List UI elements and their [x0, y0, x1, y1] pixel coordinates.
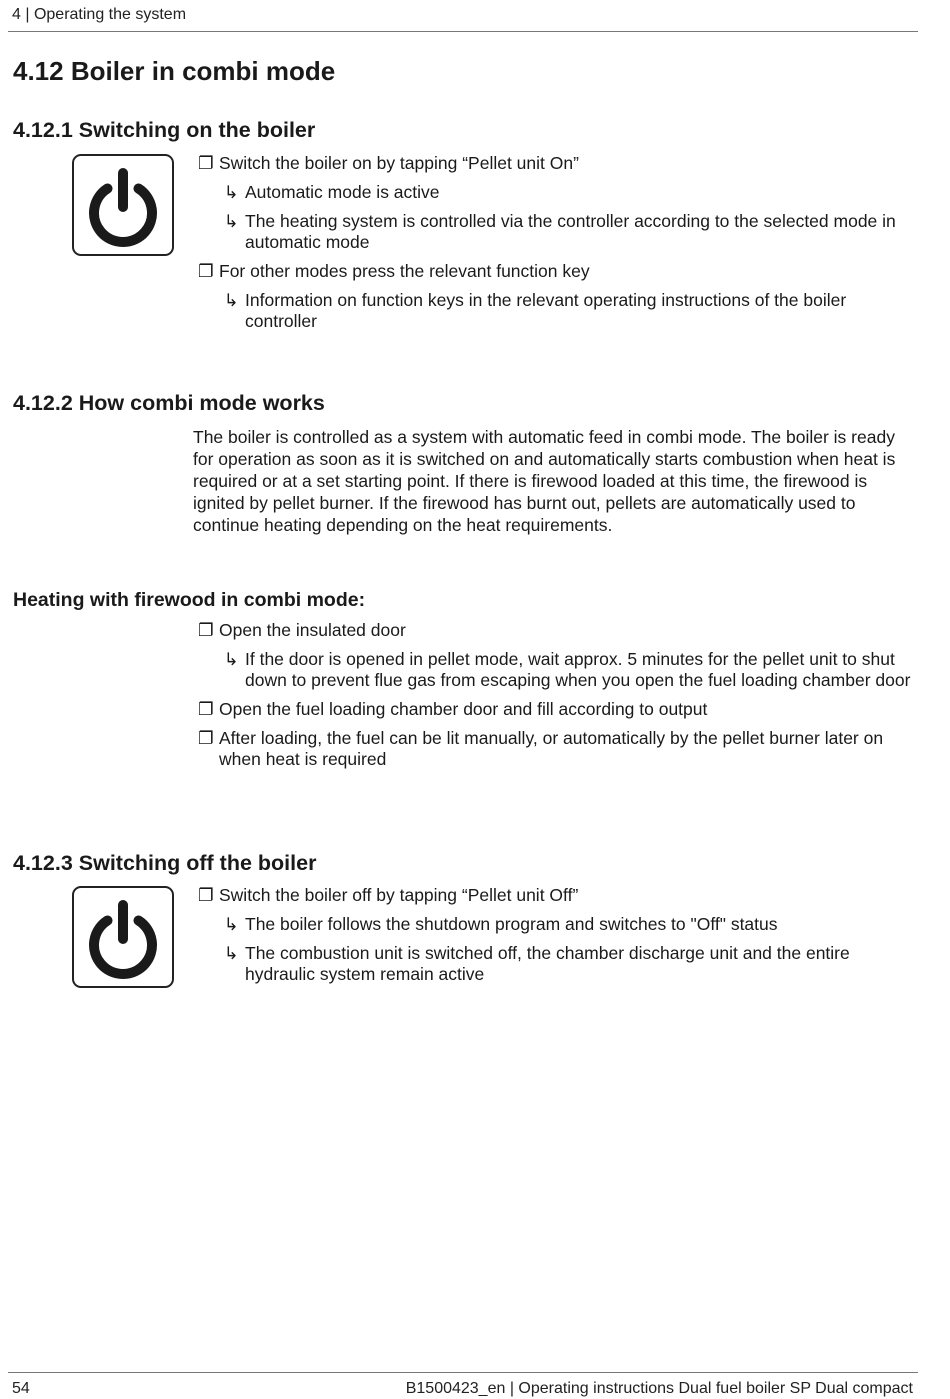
subheading-firewood: Heating with firewood in combi mode: — [13, 589, 366, 611]
instruction-text: After loading, the fuel can be lit manually, or automatically by the pellet burner later on when heat is required — [219, 728, 884, 769]
instruction-step — [198, 699, 913, 720]
firewood-instructions — [198, 620, 913, 778]
step-box-icon: ❐ — [198, 153, 214, 173]
section-heading-combi-mode: 4.12.2 How combi mode works — [13, 391, 325, 415]
step-box-icon: ❐ — [198, 699, 214, 719]
result-arrow-icon: ↳ — [224, 649, 239, 669]
section-heading-switching-on: 4.12.1 Switching on the boiler — [13, 118, 316, 142]
instruction-text: Open the fuel loading chamber door and fill according to output — [219, 699, 708, 719]
instruction-text: If the door is opened in pellet mode, wait approx. 5 minutes for the pellet unit to shut down to prevent flue gas from escaping when you open the fuel loading chamber door — [245, 649, 911, 690]
running-head: 4 | Operating the system — [12, 6, 187, 23]
power-on-icon — [72, 154, 174, 256]
instruction-result — [198, 943, 913, 985]
instruction-text: The heating system is controlled via the controller according to the selected mode in automatic mode — [245, 211, 896, 252]
instruction-text: Switch the boiler on by tapping “Pellet unit On” — [219, 153, 579, 173]
instruction-step — [198, 885, 913, 906]
instruction-step — [198, 620, 913, 641]
switch-on-instructions — [198, 153, 913, 340]
instruction-text: The combustion unit is switched off, the chamber discharge unit and the entire hydraulic system remain active — [245, 943, 850, 984]
header-rule — [8, 31, 918, 32]
switch-off-instructions — [198, 885, 913, 993]
result-arrow-icon: ↳ — [224, 211, 239, 231]
step-box-icon: ❐ — [198, 728, 214, 748]
instruction-text: Switch the boiler off by tapping “Pellet unit Off” — [219, 885, 579, 905]
result-arrow-icon: ↳ — [224, 182, 239, 202]
combi-mode-paragraph: The boiler is controlled as a system with automatic feed in combi mode. The boiler is ready for operation as soon as it is switched on and automatically starts combustion when heat is required or at a set starting point. If there is firewood loaded at this time, the firewood is ignited by pellet burner. If the firewood has burnt out, pellets are automatically used to continue heating depending on the heat requirements. — [193, 427, 896, 535]
result-arrow-icon: ↳ — [224, 914, 239, 934]
power-off-icon — [72, 886, 174, 988]
instruction-step — [198, 261, 913, 282]
document-reference: B1500423_en | Operating instructions Dual fuel boiler SP Dual compact — [405, 1380, 913, 1397]
instruction-text: The boiler follows the shutdown program and switches to "Off" status — [245, 914, 778, 934]
instruction-text: Automatic mode is active — [245, 182, 440, 202]
instruction-result — [198, 649, 913, 691]
result-arrow-icon: ↳ — [224, 943, 239, 963]
result-arrow-icon: ↳ — [224, 290, 239, 310]
instruction-text: For other modes press the relevant function key — [219, 261, 590, 281]
instruction-text: Information on function keys in the relevant operating instructions of the boiler controller — [245, 290, 847, 331]
instruction-text: Open the insulated door — [219, 620, 406, 640]
page-title: 4.12 Boiler in combi mode — [13, 56, 336, 86]
footer-rule — [8, 1372, 918, 1373]
instruction-step — [198, 153, 913, 174]
instruction-result — [198, 211, 913, 253]
instruction-result — [198, 914, 913, 935]
page-number: 54 — [12, 1380, 30, 1397]
instruction-step — [198, 728, 913, 770]
step-box-icon: ❐ — [198, 261, 214, 281]
step-box-icon: ❐ — [198, 885, 214, 905]
instruction-result — [198, 182, 913, 203]
step-box-icon: ❐ — [198, 620, 214, 640]
section-heading-switching-off: 4.12.3 Switching off the boiler — [13, 851, 317, 875]
instruction-result — [198, 290, 913, 332]
